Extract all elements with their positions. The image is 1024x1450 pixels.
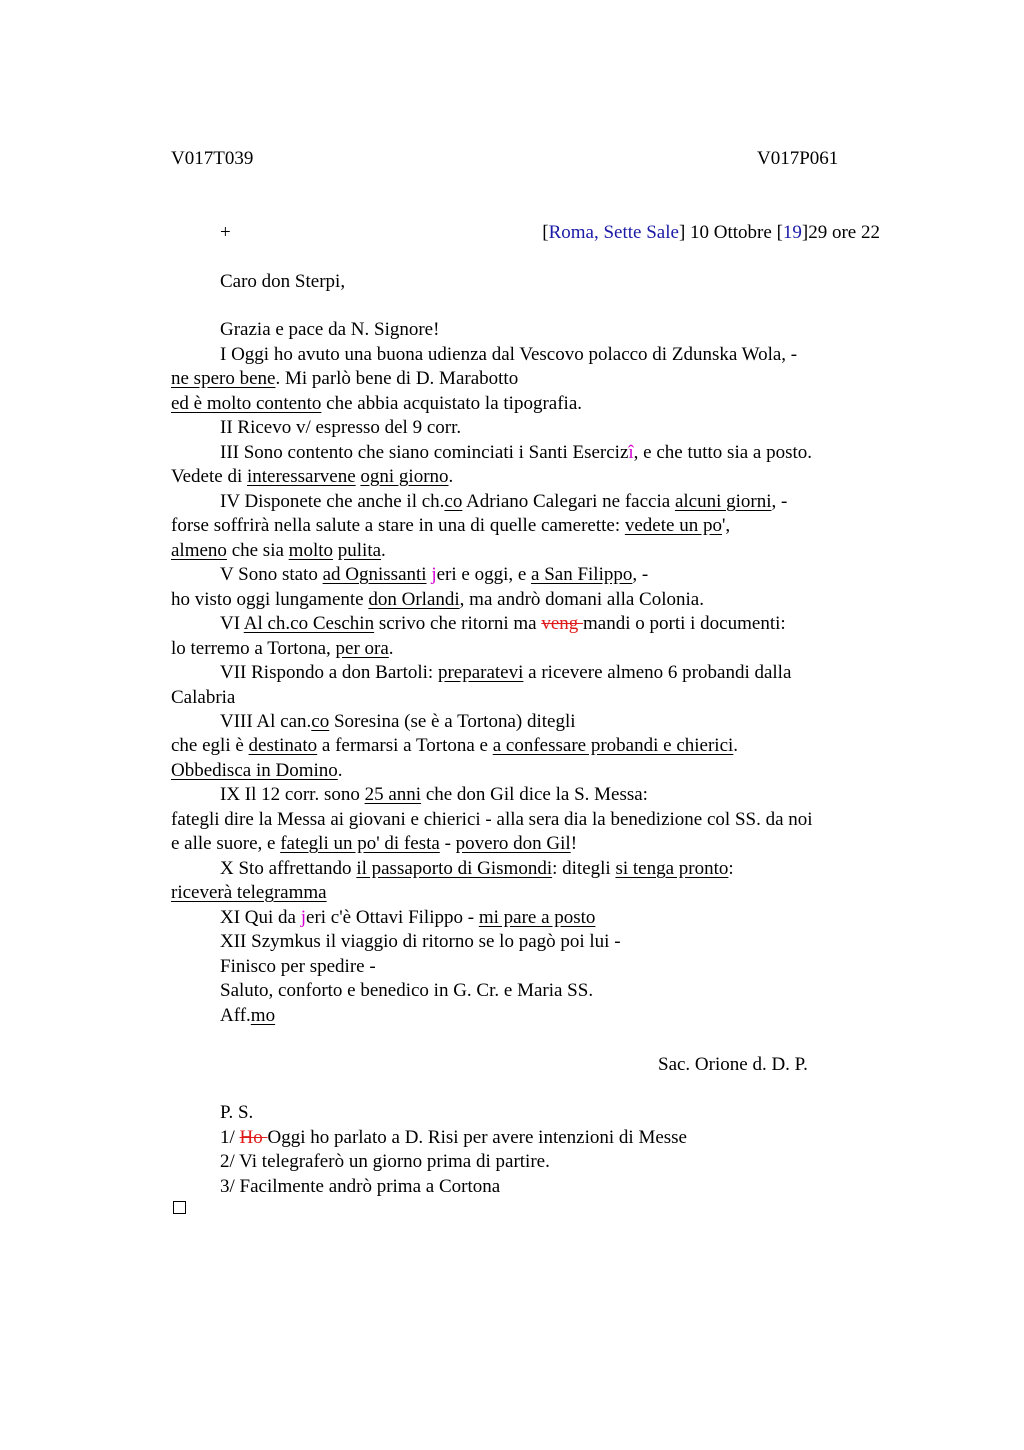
text: , ma andrò domani alla Colonia. <box>459 589 704 610</box>
date-text: ] 10 Ottobre [ <box>678 222 783 243</box>
underlined-text: vedete un po <box>624 515 722 536</box>
ps-line-2: 2/ Vi telegraferò un giorno prima di partire. <box>220 1151 550 1172</box>
point-2: II Ricevo v/ espresso del 9 corr. <box>220 417 462 438</box>
point-12: XII Szymkus il viaggio di ritorno se lo pagò poi lui - <box>220 931 621 952</box>
underlined-text: fategli un po' di festa <box>280 833 440 854</box>
text: eri c'è Ottavi Filippo - <box>306 907 479 928</box>
underlined-text: ogni giorno <box>360 466 449 487</box>
point-6-line-1 <box>220 614 786 633</box>
document-code-right: V017P061 <box>757 148 839 169</box>
text: ho visto oggi lungamente <box>171 589 369 610</box>
point-9-line-2: fategli dire la Messa ai giovani e chierici - alla sera dia la benedizione col SS. da noi <box>171 809 813 830</box>
text: V Sono stato <box>220 564 323 585</box>
end-marker-box <box>173 1201 186 1214</box>
text: . Mi parlò bene di D. Marabotto <box>275 368 519 389</box>
text: Aff. <box>220 1005 251 1026</box>
text: che sia <box>226 540 289 561</box>
text: eri e oggi, e <box>436 564 532 585</box>
ps-line-1 <box>220 1128 687 1147</box>
point-5-line-1 <box>220 565 648 584</box>
century: 19 <box>782 222 802 243</box>
underlined-text: ne spero bene <box>171 368 276 389</box>
text: e alle suore, e <box>171 833 281 854</box>
point-9-line-1 <box>220 785 648 804</box>
text: che egli è <box>171 735 249 756</box>
dateline <box>542 223 880 242</box>
point-1-line-3 <box>171 394 582 413</box>
text: che abbia acquistato la tipografia. <box>321 393 583 414</box>
editorial-letter: î <box>628 442 634 463</box>
underlined-text: interessarvene <box>246 466 356 487</box>
text: VI <box>220 613 244 634</box>
text: . <box>448 466 454 487</box>
text: VII Rispondo a don Bartoli: <box>220 662 438 683</box>
underlined-text: pulita <box>337 540 382 561</box>
point-4-line-3 <box>171 541 386 560</box>
point-1-line-1: I Oggi ho avuto una buona udienza dal Vescovo polacco di Zdunska Wola, - <box>220 344 798 365</box>
signature: Sac. Orione d. D. P. <box>658 1054 808 1075</box>
text: . <box>388 638 394 659</box>
underlined-text: Obbedisca in Domino <box>171 760 338 781</box>
underlined-text: riceverà telegramma <box>171 882 327 903</box>
text: . <box>337 760 343 781</box>
text: . <box>381 540 386 561</box>
text: Oggi ho parlato a D. Risi per avere intenzioni di Messe <box>267 1127 687 1148</box>
ps-line-3: 3/ Facilmente andrò prima a Cortona <box>220 1176 501 1197</box>
text: X Sto affrettando <box>220 858 357 879</box>
text: Vedete di <box>171 466 247 487</box>
point-9-line-3 <box>171 834 577 853</box>
underlined-text: a confessare probandi e chierici <box>492 735 734 756</box>
text: forse soffrirà nella salute a stare in una di quelle camerette: <box>171 515 625 536</box>
text: . <box>733 735 739 756</box>
document-code-left: V017T039 <box>171 148 254 169</box>
year-time: ]29 ore 22 <box>801 222 880 243</box>
underlined-text: preparatevi <box>437 662 524 683</box>
point-1-line-2 <box>171 369 518 388</box>
cross-mark: + <box>220 222 231 243</box>
text: ', <box>721 515 731 536</box>
text: : ditegli <box>552 858 616 879</box>
text: IX Il 12 corr. sono <box>220 784 365 805</box>
underlined-text: ad Ognissanti <box>322 564 427 585</box>
salutation: Grazia e pace da N. Signore! <box>220 319 440 340</box>
ps-title: P. S. <box>220 1102 254 1123</box>
deleted-text: Ho <box>239 1127 268 1148</box>
text: scrivo che ritorni ma <box>374 613 542 634</box>
editorial-letter: j <box>431 564 437 585</box>
text: IV Disponete che anche il ch. <box>220 491 445 512</box>
editorial-letter: j <box>300 907 307 928</box>
point-8-line-1 <box>220 712 576 731</box>
point-8-line-3 <box>171 761 343 780</box>
text: , e che tutto sia a posto. <box>633 442 813 463</box>
point-5-line-2 <box>171 590 704 609</box>
text: 1/ <box>220 1127 240 1148</box>
underlined-text: co <box>311 711 330 732</box>
point-3-line-1 <box>220 443 812 462</box>
underlined-text: alcuni giorni <box>674 491 772 512</box>
underlined-text: ed è molto contento <box>171 393 322 414</box>
text: a fermarsi a Tortona e <box>317 735 493 756</box>
text: mandi o porti i documenti: <box>583 613 786 634</box>
text: VIII Al can. <box>220 711 312 732</box>
point-4-line-2 <box>171 516 730 535</box>
underlined-text: almeno <box>171 540 227 561</box>
underlined-text: don Orlandi <box>368 589 460 610</box>
text: che don Gil dice la S. Messa: <box>421 784 648 805</box>
point-4-line-1 <box>220 492 787 511</box>
underlined-text: povero don Gil <box>455 833 571 854</box>
point-7-line-1 <box>220 663 791 682</box>
closing-line-1: Finisco per spedire - <box>220 956 376 977</box>
text: Soresina (se è a Tortona) ditegli <box>329 711 576 732</box>
closing-line-3 <box>220 1006 275 1025</box>
text: , - <box>632 564 649 585</box>
text: - <box>439 833 456 854</box>
text: a ricevere almeno 6 probandi dalla <box>523 662 792 683</box>
bracket: [ <box>542 222 549 243</box>
point-3-line-2 <box>171 467 453 486</box>
greeting: Caro don Sterpi, <box>220 271 346 292</box>
text: ! <box>570 833 578 854</box>
deleted-text: veng <box>541 613 584 634</box>
point-7-line-2: Calabria <box>171 687 236 708</box>
point-11 <box>220 908 595 927</box>
text: : <box>728 858 734 879</box>
underlined-text: 25 anni <box>364 784 422 805</box>
underlined-text: a San Filippo <box>531 564 633 585</box>
closing-line-2: Saluto, conforto e benedico in G. Cr. e Maria SS. <box>220 980 594 1001</box>
point-10-line-2 <box>171 883 327 902</box>
underlined-text: Al ch.co Ceschin <box>243 613 375 634</box>
text: Adriano Calegari ne faccia <box>462 491 675 512</box>
underlined-text: destinato <box>248 735 318 756</box>
underlined-text: il passaporto di Gismondi <box>356 858 553 879</box>
underlined-text: mo <box>250 1005 276 1026</box>
underlined-text: si tenga pronto <box>615 858 729 879</box>
place-name: Roma, Sette Sale <box>548 222 679 243</box>
point-6-line-2 <box>171 639 394 658</box>
underlined-text: mi pare a posto <box>478 907 596 928</box>
underlined-text: molto <box>288 540 334 561</box>
text: XI Qui da <box>220 907 301 928</box>
underlined-text: co <box>444 491 463 512</box>
text: , - <box>771 491 788 512</box>
text: lo terremo a Tortona, <box>171 638 336 659</box>
text: III Sono contento che siano cominciati i Santi Eserciz <box>220 442 629 463</box>
point-10-line-1 <box>220 859 734 878</box>
point-8-line-2 <box>171 736 738 755</box>
underlined-text: per ora <box>335 638 389 659</box>
